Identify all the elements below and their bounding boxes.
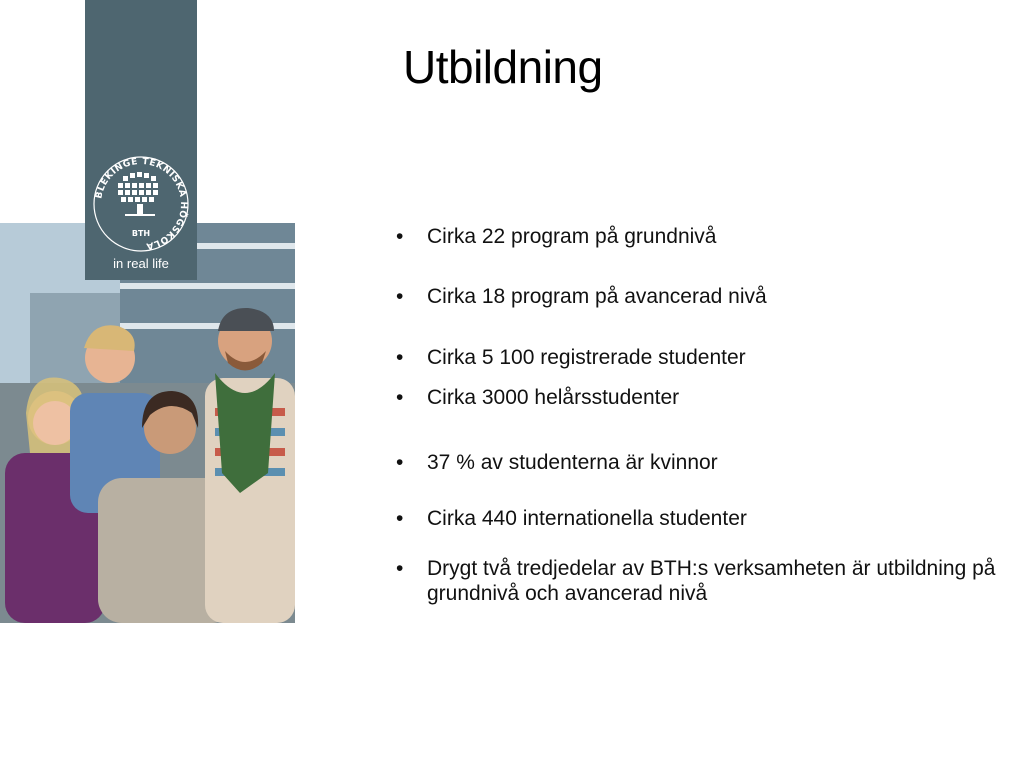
bullet-dot: • <box>396 507 404 530</box>
bullet-dot: • <box>396 346 404 369</box>
bullet-text: Cirka 3000 helårsstudenter <box>427 386 680 409</box>
slide-title: Utbildning <box>403 41 603 93</box>
bullet-item <box>396 224 996 249</box>
bullet-text: Cirka 22 program på grundnivå <box>427 225 717 248</box>
bullet-text: 37 % av studenterna är kvinnor <box>427 451 718 474</box>
bullet-item <box>396 284 996 309</box>
bullet-text: Cirka 18 program på avancerad nivå <box>427 285 767 308</box>
bth-logo-seal-icon <box>85 148 197 260</box>
bullet-item <box>396 345 996 370</box>
students-illustration <box>0 223 295 623</box>
students-photo <box>0 223 295 623</box>
bth-logo-panel <box>85 0 197 280</box>
bullet-item <box>396 506 996 531</box>
bullet-text: Cirka 5 100 registrerade studenter <box>427 346 746 369</box>
bullet-item <box>396 450 996 475</box>
bullet-item <box>396 556 996 606</box>
bullet-item <box>396 385 996 410</box>
bullet-dot: • <box>396 285 404 308</box>
bullet-dot: • <box>396 451 404 474</box>
logo-tagline: in real life <box>113 256 169 271</box>
bullet-dot: • <box>396 557 404 580</box>
bullet-text: Drygt två tredjedelar av BTH:s verksamheten är utbildning på grundnivå och avancerad nivå <box>427 557 996 605</box>
bullet-dot: • <box>396 386 404 409</box>
logo-abbr: BTH <box>131 229 151 238</box>
bullet-text: Cirka 440 internationella studenter <box>427 507 747 530</box>
logo-ring-text: BLEKINGE TEKNISKA HÖGSKOLA <box>94 156 189 251</box>
bullet-dot: • <box>396 225 404 248</box>
